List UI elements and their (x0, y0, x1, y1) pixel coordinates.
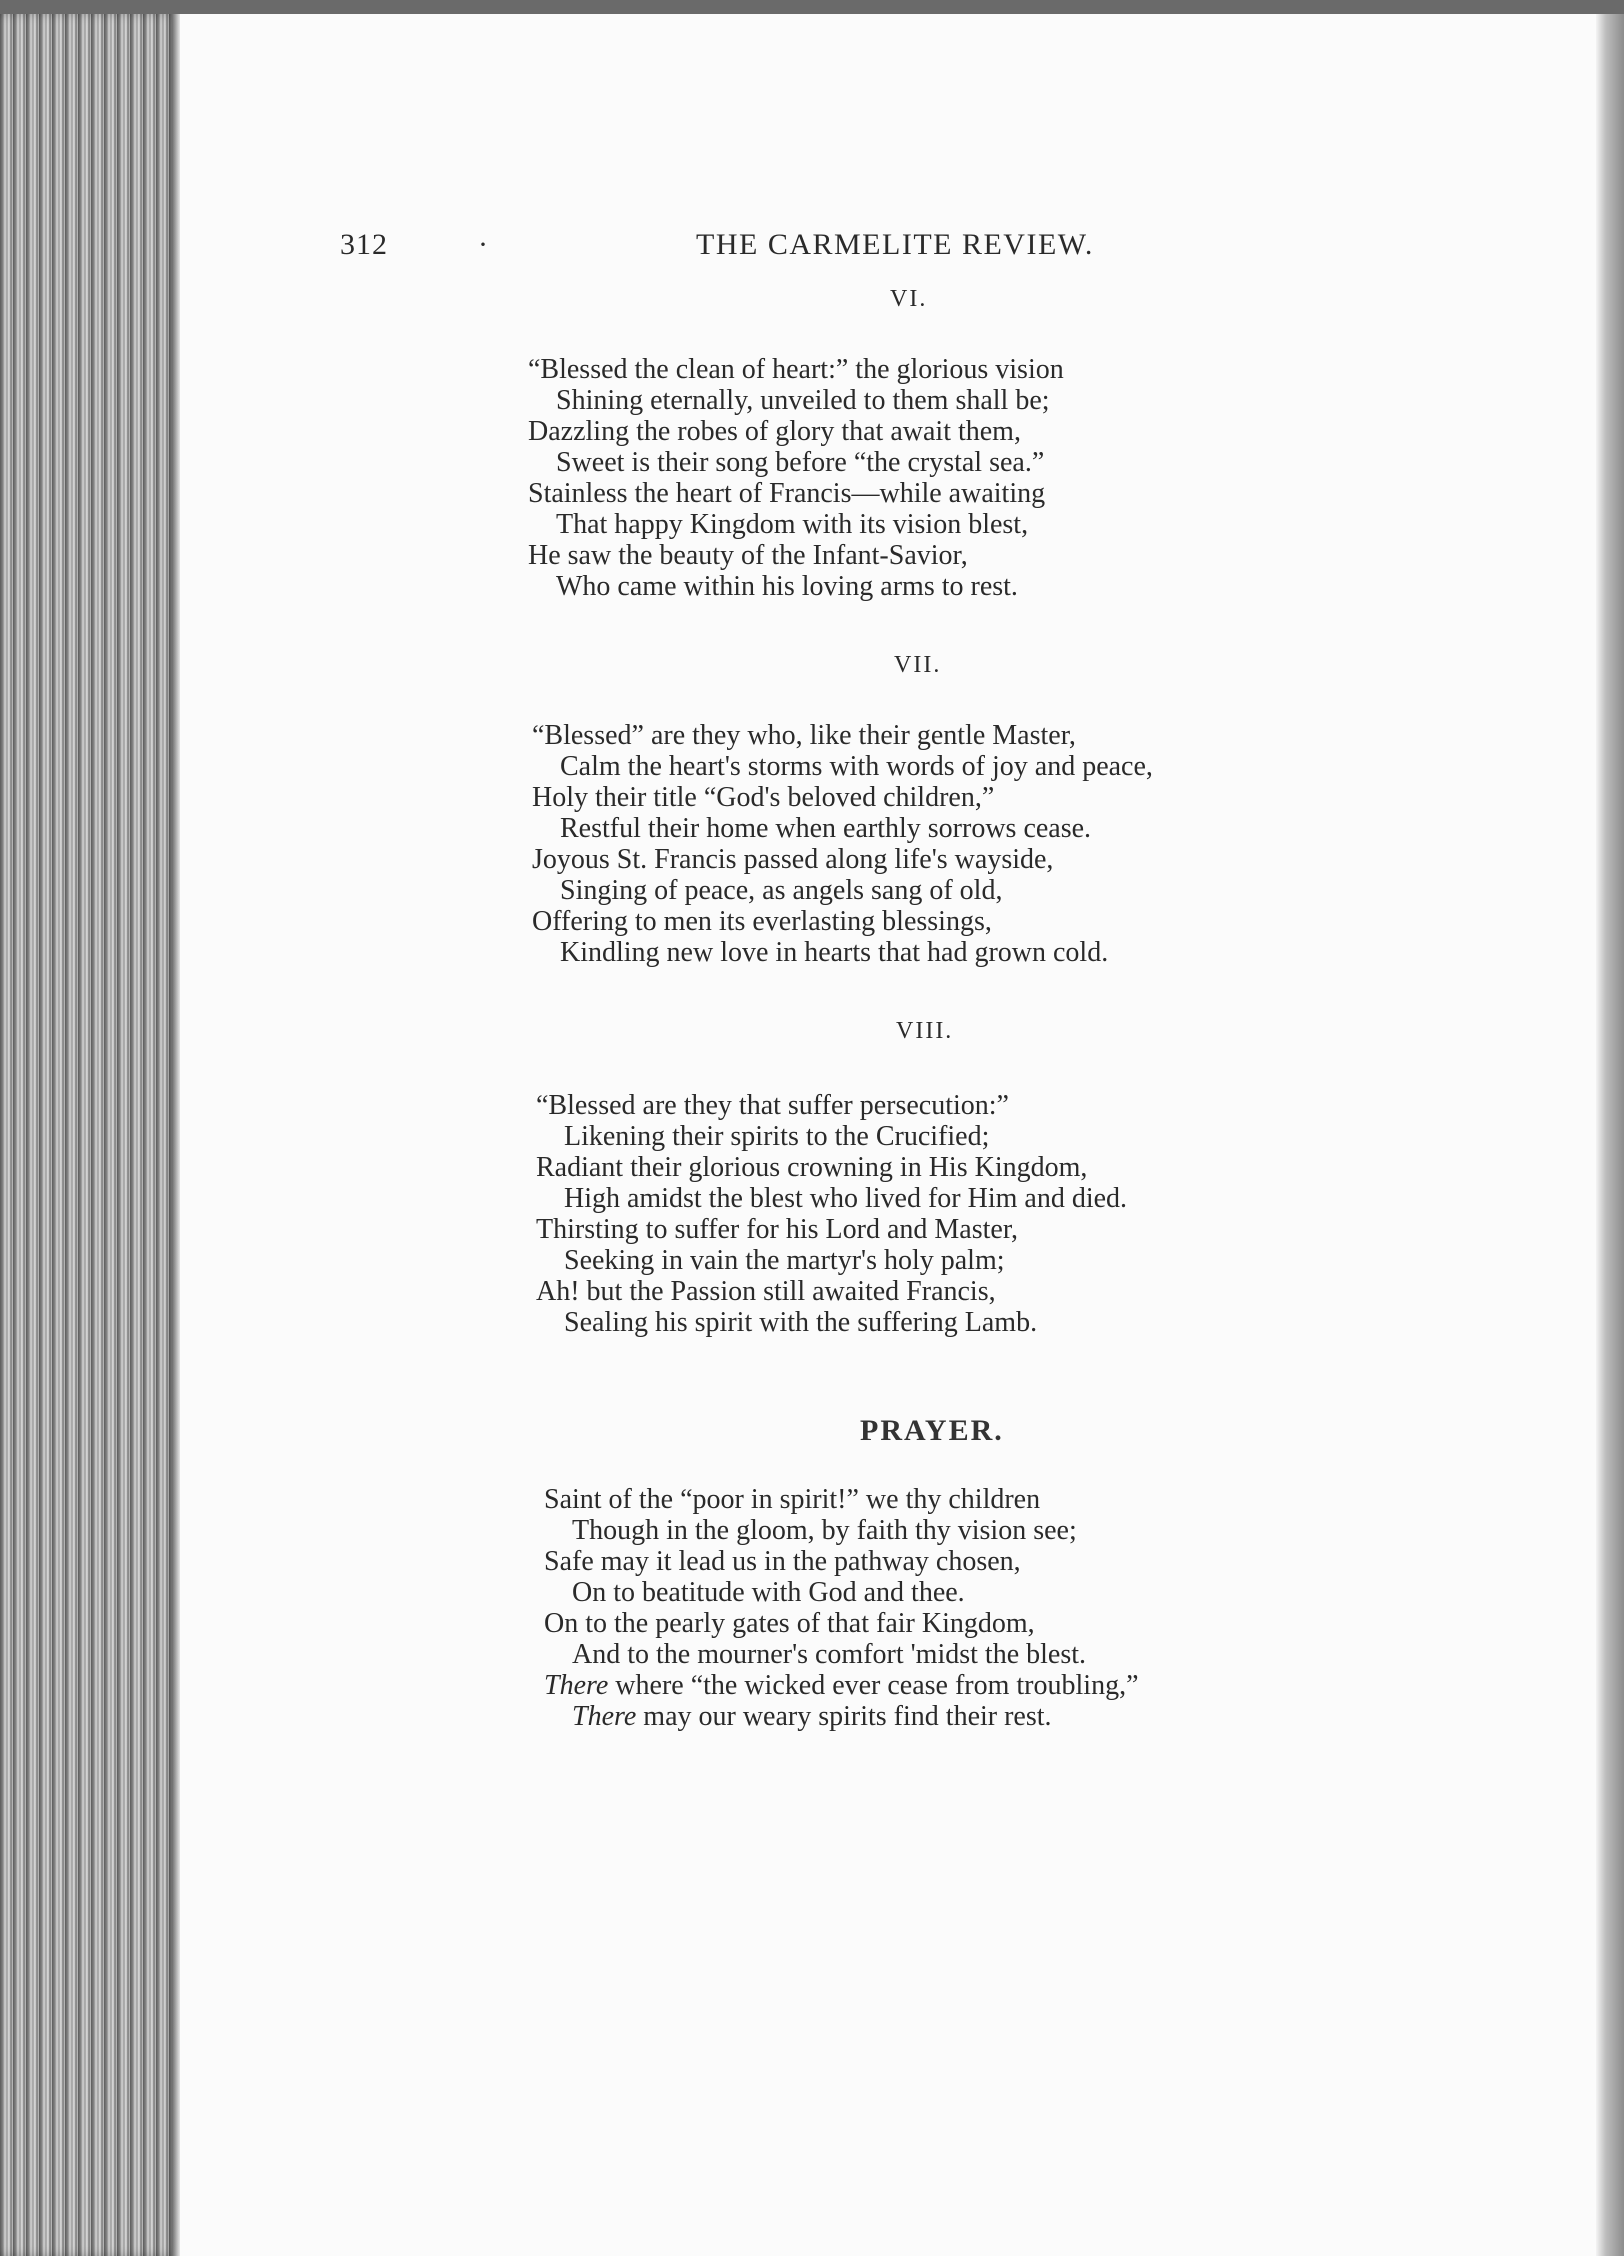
stanza-vii (532, 720, 1153, 968)
verse-line-rest: where “the wicked ever cease from troubling,” (608, 1670, 1139, 1701)
verse-line: Likening their spirits to the Crucified; (564, 1121, 990, 1152)
verse-line: Sealing his spirit with the suffering Lamb. (564, 1307, 1038, 1338)
verse-line: Radiant their glorious crowning in His Kingdom, (536, 1152, 1088, 1183)
verse-line: Restful their home when earthly sorrows cease. (560, 813, 1092, 844)
prayer-heading: PRAYER. (860, 1414, 1004, 1447)
scan-right-edge (1596, 14, 1624, 2256)
verse-line: Though in the gloom, by faith thy vision see; (572, 1515, 1077, 1546)
section-numeral-vii: VII. (894, 652, 942, 678)
verse-line: Joyous St. Francis passed along life's wayside, (532, 844, 1054, 875)
stanza-prayer (544, 1484, 1139, 1732)
verse-line: Thirsting to suffer for his Lord and Master, (536, 1214, 1019, 1245)
verse-line: Who came within his loving arms to rest. (556, 571, 1018, 602)
verse-line: “Blessed the clean of heart:” the glorious vision (528, 354, 1064, 385)
verse-line: He saw the beauty of the Infant-Savior, (528, 540, 968, 571)
verse-line-rest: may our weary spirits find their rest. (636, 1701, 1052, 1732)
stanza-viii (536, 1090, 1127, 1338)
verse-line: Dazzling the robes of glory that await them, (528, 416, 1021, 447)
scan-top-edge (0, 0, 1624, 14)
verse-line: Calm the heart's storms with words of joy and peace, (560, 751, 1153, 782)
running-header (340, 228, 1340, 268)
running-title: THE CARMELITE REVIEW. (696, 228, 1094, 261)
verse-line: Ah! but the Passion still awaited Francis, (536, 1276, 996, 1307)
verse-line: That happy Kingdom with its vision blest, (556, 509, 1029, 540)
page-number: 312 (340, 228, 388, 261)
verse-line-italic-lead (544, 1670, 1139, 1701)
verse-line: Offering to men its everlasting blessings, (532, 906, 992, 937)
italic-there: There (572, 1701, 637, 1732)
header-dot: · (478, 228, 488, 261)
verse-line: Saint of the “poor in spirit!” we thy children (544, 1484, 1041, 1515)
stanza-vi (528, 354, 1064, 602)
section-numeral-viii: VIII. (896, 1018, 954, 1044)
verse-line: Shining eternally, unveiled to them shall be; (556, 385, 1050, 416)
verse-line: High amidst the blest who lived for Him and died. (564, 1183, 1128, 1214)
verse-line: On to beatitude with God and thee. (572, 1577, 965, 1608)
verse-line: And to the mourner's comfort 'midst the blest. (572, 1639, 1087, 1670)
verse-line: Holy their title “God's beloved children,” (532, 782, 995, 813)
verse-line: Singing of peace, as angels sang of old, (560, 875, 1003, 906)
verse-line: Kindling new love in hearts that had grown cold. (560, 937, 1109, 968)
section-numeral-vi: VI. (890, 286, 928, 312)
book-page-edges (0, 14, 180, 2256)
verse-line-italic-lead (544, 1701, 1139, 1732)
verse-line: On to the pearly gates of that fair Kingdom, (544, 1608, 1035, 1639)
verse-line: Sweet is their song before “the crystal sea.” (556, 447, 1045, 478)
verse-line: “Blessed are they that suffer persecution:” (536, 1090, 1009, 1121)
verse-line: Seeking in vain the martyr's holy palm; (564, 1245, 1005, 1276)
verse-line: “Blessed” are they who, like their gentle Master, (532, 720, 1076, 751)
italic-there: There (544, 1670, 609, 1701)
verse-line: Stainless the heart of Francis—while awaiting (528, 478, 1046, 509)
verse-line: Safe may it lead us in the pathway chosen, (544, 1546, 1021, 1577)
